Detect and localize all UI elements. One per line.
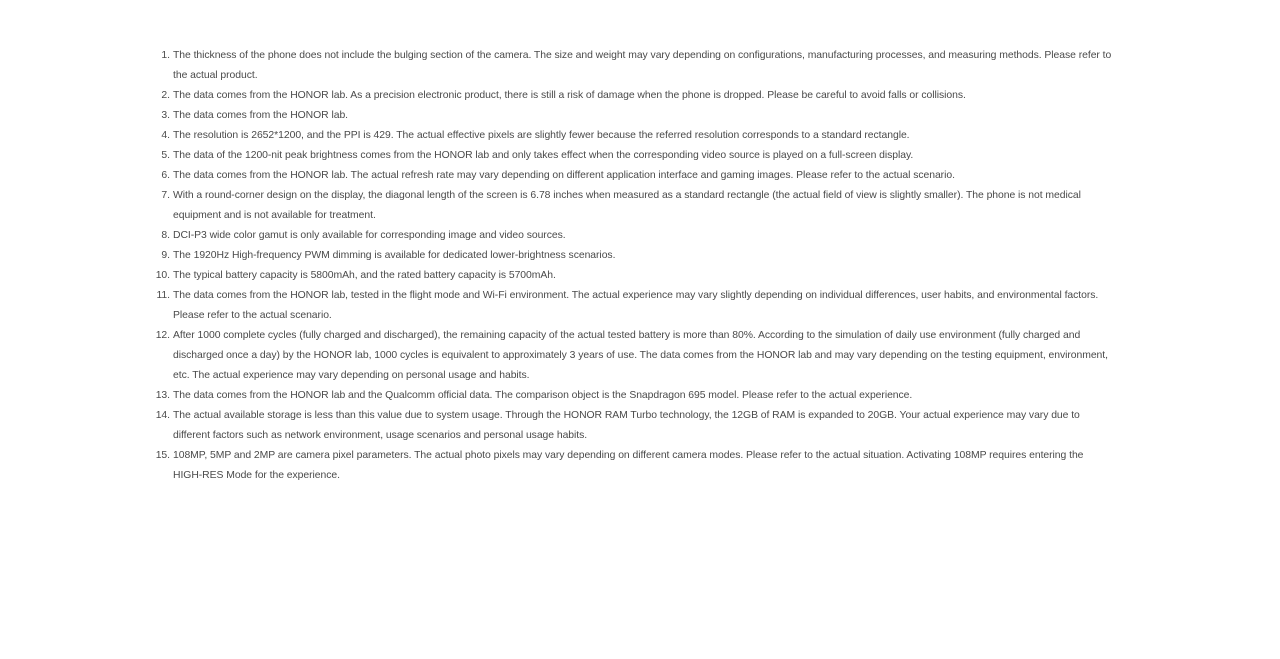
footnote-number: 7. <box>161 190 170 201</box>
footnote-text: The data comes from the HONOR lab. The actual refresh rate may vary depending on different application interface and gaming images. Please refer to the actual scenario. <box>173 170 955 181</box>
footnote-text: The data comes from the HONOR lab, tested in the flight mode and Wi-Fi environment. The actual experience may vary slightly depending on individual differences, user habits, and environmental factors. Please refer to the actual scenario. <box>173 290 1099 321</box>
footnote-number: 13. <box>155 390 170 401</box>
footnote-item-1 <box>161 46 1113 86</box>
footnote-item-14 <box>155 406 1113 446</box>
footnote-number: 15. <box>155 450 170 461</box>
footnote-item-11 <box>156 286 1113 326</box>
footnote-text: The 1920Hz High-frequency PWM dimming is available for dedicated lower-brightness scenarios. <box>173 250 616 261</box>
footnote-number: 5. <box>161 150 170 161</box>
footnote-text: With a round-corner design on the display, the diagonal length of the screen is 6.78 inches when measured as a standard rectangle (the actual field of view is slightly smaller). The phone is not medical equipment and is not available for treatment. <box>173 190 1081 221</box>
footnote-item-15 <box>155 446 1113 486</box>
footnote-item-6 <box>161 166 1113 186</box>
footnote-text: The thickness of the phone does not include the bulging section of the camera. The size and weight may vary depending on configurations, manufacturing processes, and measuring methods. Please refer to the actual product. <box>173 50 1112 81</box>
footnote-number: 11. <box>156 290 170 301</box>
footnote-number: 10. <box>155 270 170 281</box>
footnote-text: The data comes from the HONOR lab. <box>173 110 349 121</box>
footnote-item-12 <box>155 326 1113 386</box>
footnote-text: The data comes from the HONOR lab. As a precision electronic product, there is still a risk of damage when the phone is dropped. Please be careful to avoid falls or collisions. <box>173 90 966 101</box>
footnote-text: The typical battery capacity is 5800mAh, and the rated battery capacity is 5700mAh. <box>173 270 556 281</box>
footnote-text: 108MP, 5MP and 2MP are camera pixel parameters. The actual photo pixels may vary depending on different camera modes. Please refer to the actual situation. Activating 108MP requires entering the HIGH-RES Mode for the experience. <box>173 450 1084 481</box>
footnote-number: 4. <box>161 130 170 141</box>
footnote-item-5 <box>161 146 1113 166</box>
footnote-number: 12. <box>155 330 170 341</box>
footnote-text: The resolution is 2652*1200, and the PPI is 429. The actual effective pixels are slightly fewer because the referred resolution corresponds to a standard rectangle. <box>173 130 910 141</box>
footnote-item-13 <box>155 386 1113 406</box>
footnote-text: The data comes from the HONOR lab and the Qualcomm official data. The comparison object is the Snapdragon 695 model. Please refer to the actual experience. <box>173 390 913 401</box>
footnote-number: 9. <box>161 250 170 261</box>
footnote-item-4 <box>161 126 1113 146</box>
footnote-text: The data of the 1200-nit peak brightness comes from the HONOR lab and only takes effect when the corresponding video source is played on a full-screen display. <box>173 150 914 161</box>
footnote-item-10 <box>155 266 1113 286</box>
footnote-item-9 <box>161 246 1113 266</box>
footnote-number: 6. <box>161 170 170 181</box>
footnote-number: 2. <box>161 90 170 101</box>
footnote-number: 14. <box>155 410 170 421</box>
footnote-number: 8. <box>161 230 170 241</box>
footnote-item-8 <box>161 226 1113 246</box>
footnote-item-3 <box>161 106 1113 126</box>
footnote-text: The actual available storage is less than this value due to system usage. Through the HONOR RAM Turbo technology, the 12GB of RAM is expanded to 20GB. Your actual experience may vary due to different factors such as network environment, usage scenarios and personal usage habits. <box>173 410 1080 441</box>
footnote-text: After 1000 complete cycles (fully charged and discharged), the remaining capacity of the actual tested battery is more than 80%. According to the simulation of daily use environment (fully charged and discharged once a day) by the HONOR lab, 1000 cycles is equivalent to approximately 3 years of use. The data comes from the HONOR lab and may vary depending on the testing equipment, environment, etc. The actual experience may vary depending on personal usage and habits. <box>173 330 1108 381</box>
footnote-item-2 <box>161 86 1113 106</box>
footnote-number: 1. <box>161 50 170 61</box>
footnote-text: DCI-P3 wide color gamut is only available for corresponding image and video sources. <box>173 230 566 241</box>
footnote-number: 3. <box>161 110 170 121</box>
footnote-item-7 <box>161 186 1113 226</box>
footnotes-list <box>155 46 1113 486</box>
